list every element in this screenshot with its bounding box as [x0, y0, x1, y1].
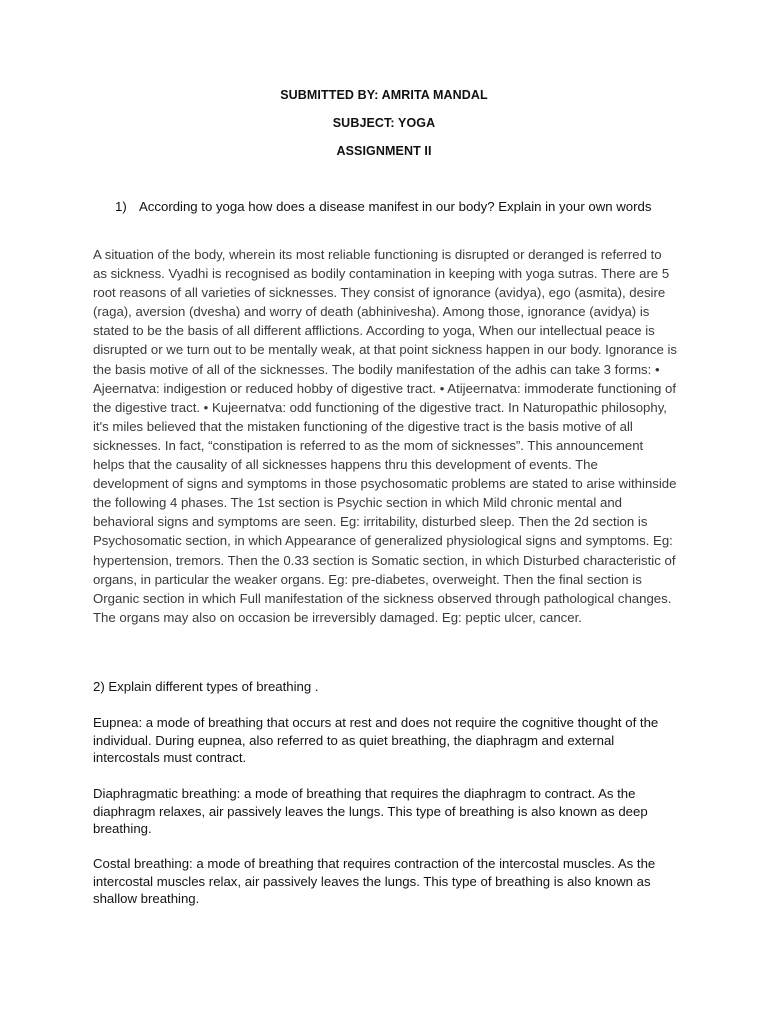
costal-breathing-paragraph: Costal breathing: a mode of breathing that requires contraction of the intercostal muscles. As the intercostal muscles relax, air passively leaves the lungs. This type of breathing is also known as shallow breathing.: [93, 856, 656, 907]
question-1: [115, 197, 675, 216]
submitted-by-line: SUBMITTED BY: AMRITA MANDAL: [280, 88, 488, 102]
eupnea-paragraph: Eupnea: a mode of breathing that occurs at rest and does not require the cognitive thought of the individual. During eupnea, also referred to as quiet breathing, the diaphragm and external intercostals must contract.: [93, 715, 659, 766]
question-1-number: 1): [115, 199, 127, 214]
question-1-text: According to yoga how does a disease manifest in our body? Explain in your own words: [139, 199, 652, 214]
diaphragmatic-breathing-paragraph: Diaphragmatic breathing: a mode of breathing that requires the diaphragm to contract. As the diaphragm relaxes, air passively leaves the lungs. This type of breathing is also known as deep breathing.: [93, 786, 648, 837]
subject-line: SUBJECT: YOGA: [332, 116, 436, 130]
answer-1-paragraph: A situation of the body, wherein its most reliable functioning is disrupted or deranged is referred to as sickness. Vyadhi is recognised as bodily contamination in keeping with yoga sutras. There are 5 root reasons of all varieties of sicknesses. They consist of ignorance (avidya), ego (asmita), desire (raga), aversion (dvesha) and worry of death (abhinivesha). Among those, ignorance (avidya) is stated to be the basis of all different afflictions. According to yoga, When our intellectual peace is disrupted or we turn out to be mentally weak, at that point sickness happen in our body. Ignorance is the basis motive of all of the sicknesses. The bodily manifestation of the adhis can take 3 forms: • Ajeernatva: indigestion or reduced hobby of digestive tract. • Atijeernatva: immoderate functioning of the digestive tract. • Kujeernatva: odd functioning of the digestive tract. In Naturopathic philosophy, it's miles believed that the mistaken functioning of the digestive tract is the basis motive of all sicknesses. In fact, “constipation is referred to as the mom of sicknesses”. This announcement helps that the causality of all sicknesses happens thru this development of events. The development of signs and symptoms in those psychosomatic problems are stated to arise withinside the following 4 phases. The 1st section is Psychic section in which Mild chronic mental and behavioral signs and symptoms are seen. Eg: irritability, disturbed sleep. Then the 2d section is Psychosomatic section, in which Appearance of generalized physiological signs and symptoms. Eg: hypertension, tremors. Then the 0.33 section is Somatic section, in which Disturbed characteristic of organs, in particular the weaker organs. Eg: pre-diabetes, overweight. Then the final section is Organic section in which Full manifestation of the sickness observed through pathological changes. The organs may also on occasion be irreversibly damaged. Eg: peptic ulcer, cancer.: [93, 247, 678, 625]
assignment-title: ASSIGNMENT II: [336, 144, 432, 158]
question-2-heading: 2) Explain different types of breathing .: [93, 679, 319, 694]
